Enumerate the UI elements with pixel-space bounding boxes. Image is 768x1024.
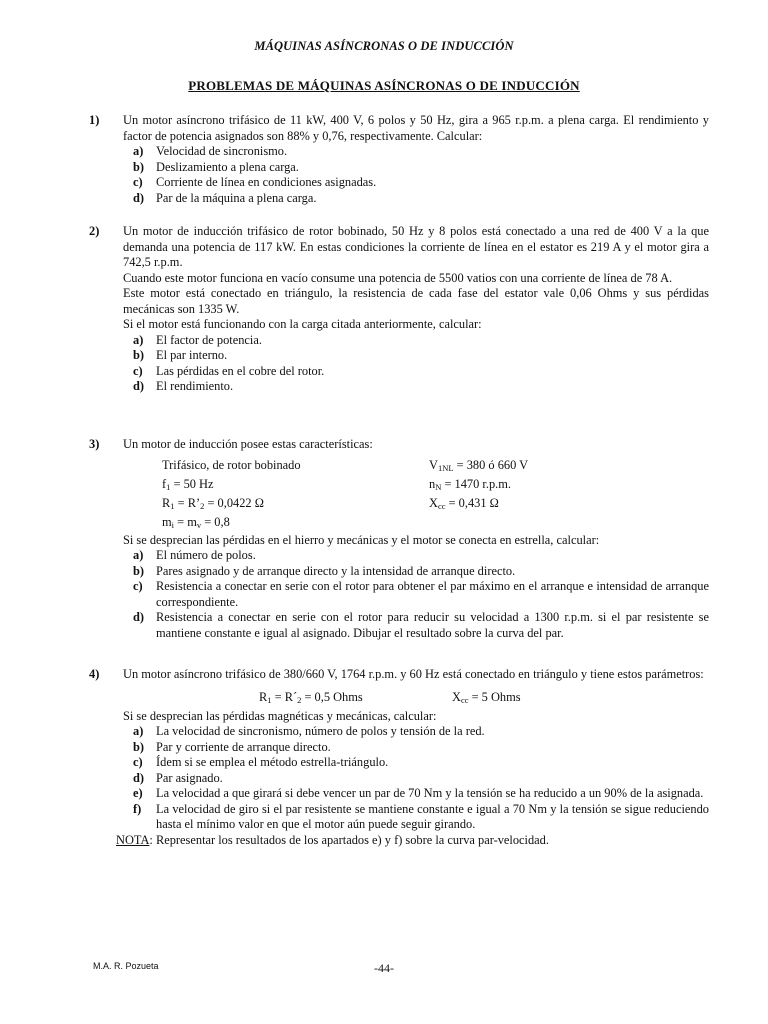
note-label: NOTA [116,832,150,847]
question-item [123,160,709,176]
item-text: Resistencia a conectar en serie con el rotor para obtener el par máximo en el arranque e intensidad de arranque correspondiente. [156,579,709,609]
note-text: : Representar los resultados de los apartados e) y f) sobre la curva par-velocidad. [149,832,549,847]
problem-number: 4) [89,667,100,681]
question-item [123,771,709,787]
running-header: MÁQUINAS ASÍNCRONAS O DE INDUCCIÓN [254,39,514,53]
item-letter: c) [133,175,143,189]
question-item [123,348,709,364]
param-reactance: $X_{cc} = 5$ Ohms [452,689,521,705]
question-item [123,144,709,160]
problem-statement: Un motor asíncrono trifásico de 11 kW, 400 V, 6 polos y 50 Hz, gira a 965 r.p.m. a plena carga. El rendimiento y factor de potencia asignados son 88% y 0,76, respectivamente. Calcular: [123,113,709,143]
param-rotor-type: Trifásico, de rotor bobinado [162,457,301,472]
problem-statement: Este motor está conectado en triángulo, la resistencia de cada fase del estator vale 0,06 Ohms y sus pérdidas mecánicas son 1335 W. [123,286,709,316]
note [116,833,709,849]
problem-3 [89,437,709,641]
item-letter: b) [133,159,145,174]
question-list [123,548,709,641]
item-text: El par interno. [156,348,228,362]
item-text: Velocidad de sincronismo. [156,144,288,158]
problem-statement: Si el motor está funcionando con la carga citada anteriormente, calcular: [123,317,482,331]
item-letter: d) [133,770,145,785]
item-letter: d) [133,190,145,205]
item-letter: a) [133,144,144,158]
item-text: La velocidad de giro si el par resistente se mantiene constante e igual a 70 Nm y la tensión se sigue reduciendo hasta el mínimo valor en que el motor aún puede seguir girando. [156,801,709,831]
footer-author: M.A. R. Pozueta [93,961,159,971]
question-item [123,740,709,756]
item-letter: c) [133,363,143,378]
item-text: La velocidad de sincronismo, número de polos y tensión de la red. [156,724,485,738]
param-reactance: $X_{cc} = 0,431$ Ω [429,495,499,511]
question-item [123,802,709,833]
param-resistance: $R_1$ = $R’_2 = 0,0422$ Ω [162,495,264,511]
item-letter: c) [133,755,143,769]
item-text: Resistencia a conectar en serie con el rotor para reducir su velocidad a 1300 r.p.m. si el par resistente se mantiene constante e igual al asignado. Dibujar el resultado sobre la curva del par. [156,610,709,640]
item-text: Las pérdidas en el cobre del rotor. [156,363,325,378]
item-text: El rendimiento. [156,379,234,393]
question-item [123,333,709,349]
item-letter: b) [133,348,145,362]
question-item [123,786,709,802]
page-title: PROBLEMAS DE MÁQUINAS ASÍNCRONAS O DE INDUCCIÓN [188,78,580,93]
problem-1 [89,113,709,206]
item-letter: f) [133,801,142,816]
item-letter: b) [133,563,145,578]
item-letter: a) [133,724,144,738]
item-text: El número de polos. [156,548,256,562]
question-item [123,724,709,740]
question-item [123,548,709,564]
item-letter: e) [133,786,143,800]
question-item [123,175,709,191]
param-resistance: $R_1$ = $R´_2 = 0,5$ Ohms [259,689,363,705]
question-item [123,564,709,580]
question-item [123,610,709,641]
problem-number: 3) [89,437,100,451]
question-list [123,333,709,395]
question-item [123,579,709,610]
problem-number: 2) [89,224,100,238]
question-item [123,364,709,380]
problem-statement: Cuando este motor funciona en vacío consume una potencia de 5500 vatios con una corriente de línea de 78 A. [123,270,673,285]
item-text: Corriente de línea en condiciones asignadas. [156,175,377,189]
motor-parameters [123,683,709,709]
question-item [123,379,709,395]
problem-statement: Si se desprecian las pérdidas en el hierro y mecánicas y el motor se conecta en estrella, calcular: [123,532,600,547]
item-text: El factor de potencia. [156,332,262,347]
item-text: Par asignado. [156,770,223,785]
question-item [123,755,709,771]
param-speed: $n_N = 1470$ r.p.m. [429,476,511,492]
item-text: Deslizamiento a plena carga. [156,159,299,174]
item-letter: d) [133,379,145,393]
problem-number: 1) [89,113,100,127]
item-text: Par y corriente de arranque directo. [156,739,331,754]
item-letter: c) [133,579,143,593]
item-text: Par de la máquina a plena carga. [156,190,317,205]
item-text: Pares asignado y de arranque directo y la intensidad de arranque directo. [156,563,516,578]
question-item [123,191,709,207]
question-list [123,724,709,833]
item-text: Ídem si se emplea el método estrella-triángulo. [156,755,389,769]
problem-4 [89,667,709,848]
problem-statement: Si se desprecian las pérdidas magnéticas y mecánicas, calcular: [123,708,437,723]
item-letter: a) [133,548,144,562]
question-list [123,144,709,206]
motor-parameters [123,453,709,533]
page-number: -44- [374,961,394,975]
problem-statement: Un motor de inducción posee estas características: [123,437,373,451]
item-letter: a) [133,332,144,347]
param-transformation-ratio: $m_i = m_v = 0,8$ [162,514,230,530]
param-voltage: $V_{1NL} = 380$ ó 660 V [429,457,529,473]
problem-statement: Un motor de inducción trifásico de rotor bobinado, 50 Hz y 8 polos está conectado a una red de 400 V a la que demanda una potencia de 117 kW. En estas condiciones la corriente de línea en el estator es 219 A y el motor gira a 742,5 r.p.m. [123,224,709,269]
item-text: La velocidad a que girará si debe vencer un par de 70 Nm y la tensión se ha reducido a un 90% de la asignada. [156,786,704,800]
param-frequency: $f_1 = 50$ Hz [162,476,214,492]
item-letter: d) [133,610,145,624]
problem-statement: Un motor asíncrono trifásico de 380/660 V, 1764 r.p.m. y 60 Hz está conectado en triángulo y tiene estos parámetros: [123,667,704,681]
problem-2 [89,224,709,395]
item-letter: b) [133,739,145,754]
